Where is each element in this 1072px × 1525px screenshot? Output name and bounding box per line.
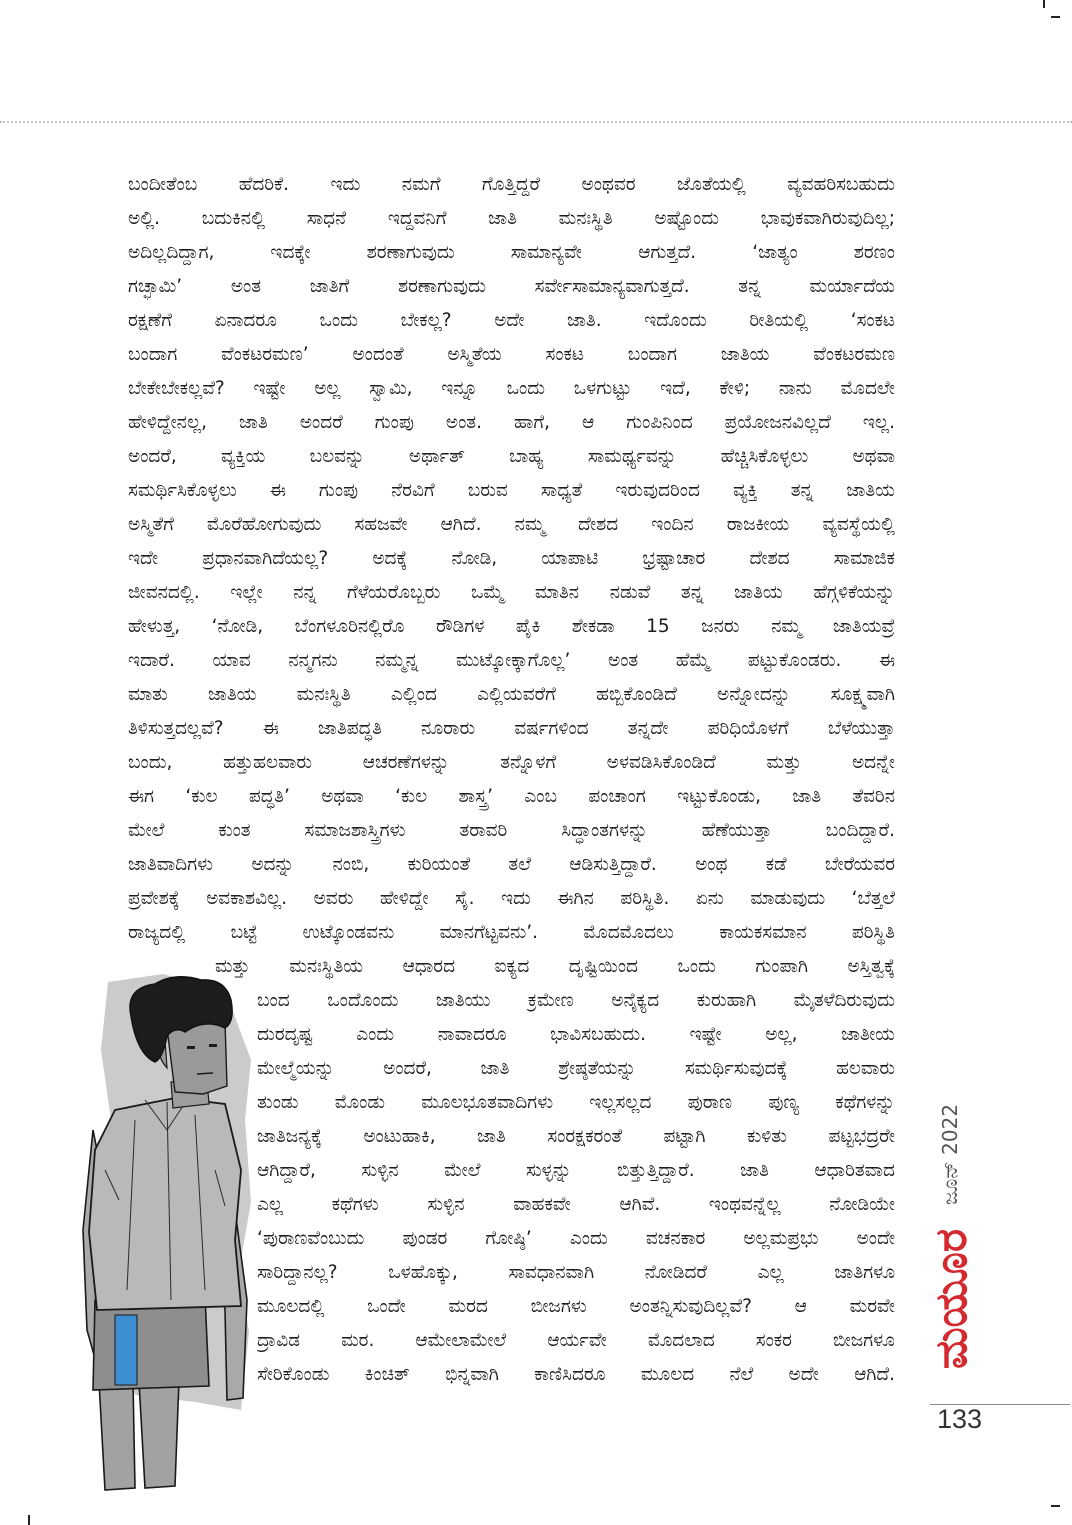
text-line: ಬಂದ ಒಂದೊಂದು ಜಾತಿಯು ಕ್ರಮೇಣ ಅನೈಕ್ಯದ ಕುರುಹಾಗಿ ಮೈತಳೆದಿರುವುದು [257,990,895,1011]
text-line: ದುರದೃಷ್ಟ ಎಂದು ನಾವಾದರೂ ಭಾವಿಸಬಹುದು. ಇಷ್ಟೇ ಅಲ್ಲ, ಜಾತೀಯ [257,1024,895,1045]
crop-mark [1043,0,1045,8]
text-line: ಮಾತು ಜಾತಿಯ ಮನಃಸ್ಥಿತಿ ಎಲ್ಲಿಂದ ಎಲ್ಲಿಯವರೆಗೆ ಹಬ್ಬಿಕೊಂಡಿದೆ ಅನ್ನೋದನ್ನು ಸೂಕ್ಷ್ಮವಾಗಿ [128,684,895,705]
issue-date: ಜೂನ್ 2022 [938,1103,962,1205]
text-line: ಅಸ್ಮಿತೆಗೆ ಮೊರೆಹೋಗುವುದು ಸಹಜವೇ ಆಗಿದೆ. ನಮ್ಮ ದೇಶದ ಇಂದಿನ ರಾಜಕೀಯ ವ್ಯವಸ್ಥೆಯಲ್ಲಿ [128,514,895,535]
boy-mouth [197,1073,213,1074]
text-line: ಇದಾರೆ. ಯಾವ ನನ್ಮಗನು ನಮ್ಮನ್ನ ಮುಟ್ಕೋಕ್ಕಾಗೊಲ್ಲ’ ಅಂತ ಹೆಮ್ಮೆ ಪಟ್ಟುಕೊಂಡರು. ಈ [128,650,895,671]
boy-shirt [89,1098,241,1310]
text-line: ಅಲ್ಲಿ. ಬದುಕಿನಲ್ಲಿ ಸಾಧನೆ ಇದ್ದವನಿಗೆ ಜಾತಿ ಮನಃಸ್ಥಿತಿ ಅಷ್ಟೊಂದು ಭಾವುಕವಾಗಿರುವುದಿಲ್ಲ; [128,208,895,229]
page-number: 133 [937,1404,983,1434]
text-line: ಮೂಲದಲ್ಲಿ ಒಂದೇ ಮರದ ಬೀಜಗಳು ಅಂತನ್ನಿಸುವುದಿಲ್ಲವೆ? ಆ ಮರವೇ [257,1296,895,1317]
text-line: ‘ಪುರಾಣವೆಂಬುದು ಪುಂಡರ ಗೋಷ್ಠಿ’ ಎಂದು ವಚನಕಾರ ಅಲ್ಲಮಪ್ರಭು ಅಂದೇ [257,1228,895,1249]
text-line: ಹೇಳಿದ್ದೇನಲ್ಲ, ಜಾತಿ ಅಂದರೆ ಗುಂಪು ಅಂತ. ಹಾಗೆ, ಆ ಗುಂಪಿನಿಂದ ಪ್ರಯೋಜನವಿಲ್ಲದೆ ಇಲ್ಲ. [128,412,895,433]
text-line: ಜಾತಿಜನ್ಯಕ್ಕೆ ಅಂಟುಹಾಕಿ, ಜಾತಿ ಸಂರಕ್ಷಕರಂತೆ ಪಟ್ಟಾಗಿ ಕುಳಿತು ಪಟ್ಟಭದ್ರರೇ [257,1126,895,1147]
text-line: ರಕ್ಷಣೆಗೆ ಏನಾದರೂ ಒಂದು ಬೇಕಲ್ಲ? ಅದೇ ಜಾತಿ. ಇದೊಂದು ರೀತಿಯಲ್ಲಿ ‘ಸಂಕಟ [128,310,895,331]
boy-illustration [75,970,255,1495]
text-line: ಬಂದು, ಹತ್ತುಹಲವಾರು ಆಚರಣೆಗಳನ್ನು ತನ್ನೊಳಗೆ ಅಳವಡಿಸಿಕೊಂಡಿದೆ ಮತ್ತು ಅದನ್ನೇ [128,752,895,773]
text-line: ಸಾರಿದ್ದಾನಲ್ಲ? ಒಳಹೊಕ್ಕು, ಸಾವಧಾನವಾಗಿ ನೋಡಿದರೆ ಎಲ್ಲ ಜಾತಿಗಳೂ [257,1262,895,1283]
text-line: ತಿಳಿಸುತ್ತದಲ್ಲವೆ? ಈ ಜಾತಿಪದ್ಧತಿ ನೂರಾರು ವರ್ಷಗಳಿಂದ ತನ್ನದೇ ಪರಿಧಿಯೊಳಗೆ ಬೆಳೆಯುತ್ತಾ [128,718,895,739]
text-line: ಗಚ್ಛಾಮಿ’ ಅಂತ ಜಾತಿಗೆ ಶರಣಾಗುವುದು ಸರ್ವೇಸಾಮಾನ್ಯವಾಗುತ್ತದೆ. ತನ್ನ ಮರ್ಯಾದೆಯ [128,276,895,297]
text-line: ಜೀವನದಲ್ಲಿ. ಇಲ್ಲೇ ನನ್ನ ಗೆಳೆಯರೊಬ್ಬರು ಒಮ್ಮೆ ಮಾತಿನ ನಡುವೆ ತನ್ನ ಜಾತಿಯ ಹೆಗ್ಗಳಿಕೆಯನ್ನು [128,582,895,603]
boy-legs [99,1380,179,1490]
text-line: ಆಗಿದ್ದಾರೆ, ಸುಳ್ಳಿನ ಮೇಲೆ ಸುಳ್ಳನ್ನು ಬಿತ್ತುತ್ತಿದ್ದಾರೆ. ಜಾತಿ ಆಧಾರಿತವಾದ [257,1160,895,1181]
text-line: ತುಂಡು ಮೊಂಡು ಮೂಲಭೂತವಾದಿಗಳು ಇಲ್ಲಸಲ್ಲದ ಪುರಾಣ ಪುಣ್ಯ ಕಥೆಗಳನ್ನು [257,1092,895,1113]
text-line: ಇದೇ ಪ್ರಧಾನವಾಗಿದೆಯಲ್ಲ? ಅದಕ್ಕೆ ನೋಡಿ, ಯಾಪಾಟಿ ಭ್ರಷ್ಟಾಚಾರ ದೇಶದ ಸಾಮಾಜಿಕ [128,548,895,569]
boy-face [167,1022,227,1094]
crop-mark [28,1515,30,1525]
text-line: ರಾಜ್ಯದಲ್ಲಿ ಬಟ್ಟೆ ಉಟ್ಕೊಂಡವನು ಮಾನಗೆಟ್ಟವನು’. ಮೊದಮೊದಲು ಕಾಯಕಸಮಾನ ಪರಿಸ್ಥಿತಿ [128,922,895,943]
text-line: ಬಂದೀತೆಂಬ ಹೆದರಿಕೆ. ಇದು ನಮಗೆ ಗೊತ್ತಿದ್ದರೆ ಅಂಥವರ ಜೊತೆಯಲ್ಲಿ ವ್ಯವಹರಿಸಬಹುದು [128,174,895,195]
text-line: ಮೇಲ್ಮೆಯನ್ನು ಅಂದರೆ, ಜಾತಿ ಶ್ರೇಷ್ಠತೆಯನ್ನು ಸಮರ್ಥಿಸುವುದಕ್ಕೆ ಹಲವಾರು [257,1058,895,1079]
text-line: ದ್ರಾವಿಡ ಮರ. ಆಮೇಲಾಮೇಲೆ ಆರ್ಯವೇ ಮೊದಲಾದ ಸಂಕರ ಬೀಜಗಳೂ [257,1330,895,1351]
text-line: ಬಂದಾಗ ವೆಂಕಟರಮಣ’ ಅಂದಂತೆ ಅಸ್ಮಿತೆಯ ಸಂಕಟ ಬಂದಾಗ ಜಾತಿಯ ವೆಂಕಟರಮಣ [128,344,895,365]
header-dotted-rule [0,121,1072,123]
text-line: ಸಮರ್ಥಿಸಿಕೊಳ್ಳಲು ಈ ಗುಂಪು ನೆರವಿಗೆ ಬರುವ ಸಾಧ್ಯತೆ ಇರುವುದರಿಂದ ವ್ಯಕ್ತಿ ತನ್ನ ಜಾತಿಯ [128,480,895,501]
magazine-logo: ಮಯೂರ [926,1228,977,1370]
text-line: ಸೇರಿಕೊಂಡು ಕಿಂಚಿತ್ ಭಿನ್ನವಾಗಿ ಕಾಣಿಸಿದರೂ ಮೂಲದ ನೆಲೆ ಅದೇ ಆಗಿದೆ. [257,1364,895,1385]
text-line: ಹೇಳುತ್ತ, ‘ನೋಡಿ, ಬೆಂಗಳೂರಿನಲ್ಲಿರೊ ರೌಡಿಗಳ ಪೈಕಿ ಶೇಕಡಾ 15 ಜನರು ನಮ್ಮ ಜಾತಿಯವ್ರೆ [128,616,895,637]
crop-mark [1051,16,1060,18]
text-line: ಮೇಲೆ ಕುಂತ ಸಮಾಜಶಾಸ್ತ್ರಿಗಳು ತರಾವರಿ ಸಿದ್ಧಾಂತಗಳನ್ನು ಹೆಣೆಯುತ್ತಾ ಬಂದಿದ್ದಾರೆ. [128,820,895,841]
text-line: ಪ್ರವೇಶಕ್ಕೆ ಅವಕಾಶವಿಲ್ಲ. ಅವರು ಹೇಳಿದ್ದೇ ಸೈ. ಇದು ಈಗಿನ ಪರಿಸ್ಥಿತಿ. ಏನು ಮಾಡುವುದು ‘ಬೆತ್ತಲೆ [128,888,895,909]
text-line: ಅದಿಲ್ಲದಿದ್ದಾಗ, ಇದಕ್ಕೇ ಶರಣಾಗುವುದು ಸಾಮಾನ್ಯವೇ ಆಗುತ್ತದೆ. ‘ಜಾತ್ಯಂ ಶರಣಂ [128,242,895,263]
text-line: ಅಂದರೆ, ವ್ಯಕ್ತಿಯ ಬಲವನ್ನು ಅರ್ಥಾತ್ ಬಾಹ್ಯ ಸಾಮರ್ಥ್ಯವನ್ನು ಹೆಚ್ಚಿಸಿಕೊಳ್ಳಲು ಅಥವಾ [128,446,895,467]
text-line: ಮತ್ತು ಮನಃಸ್ಥಿತಿಯ ಆಧಾರದ ಐಕ್ಯದ ದೃಷ್ಟಿಯಿಂದ ಒಂದು ಗುಂಪಾಗಿ ಅಸ್ತಿತ್ವಕ್ಕೆ [215,956,895,977]
text-line: ಈಗ ‘ಕುಲ ಪದ್ಧತಿ’ ಅಥವಾ ‘ಕುಲ ಶಾಸ್ತ್ರ’ ಎಂಬ ಪಂಚಾಂಗ ಇಟ್ಟುಕೊಂಡು, ಜಾತಿ ತೆವರಿನ [128,786,895,807]
crop-mark [1051,1505,1060,1507]
text-line: ಎಲ್ಲ ಕಥೆಗಳು ಸುಳ್ಳಿನ ವಾಹಕವೇ ಆಗಿವೆ. ಇಂಥವನ್ನೆಲ್ಲ ನೋಡಿಯೇ [257,1194,895,1215]
text-line: ಜಾತಿವಾದಿಗಳು ಅದನ್ನು ನಂಬಿ, ಕುರಿಯಂತೆ ತಲೆ ಆಡಿಸುತ್ತಿದ್ದಾರೆ. ಅಂಥ ಕಡೆ ಬೇರೆಯವರ [128,854,895,875]
text-line: ಬೇಕೇಬೇಕಲ್ಲವೆ? ಇಷ್ಟೇ ಅಲ್ಲ ಸ್ವಾಮಿ, ಇನ್ನೂ ಒಂದು ಒಳಗುಟ್ಟು ಇದೆ, ಕೇಳಿ; ನಾನು ಮೊದಲೇ [128,378,895,399]
shorts-blue-stripe [115,1315,137,1385]
